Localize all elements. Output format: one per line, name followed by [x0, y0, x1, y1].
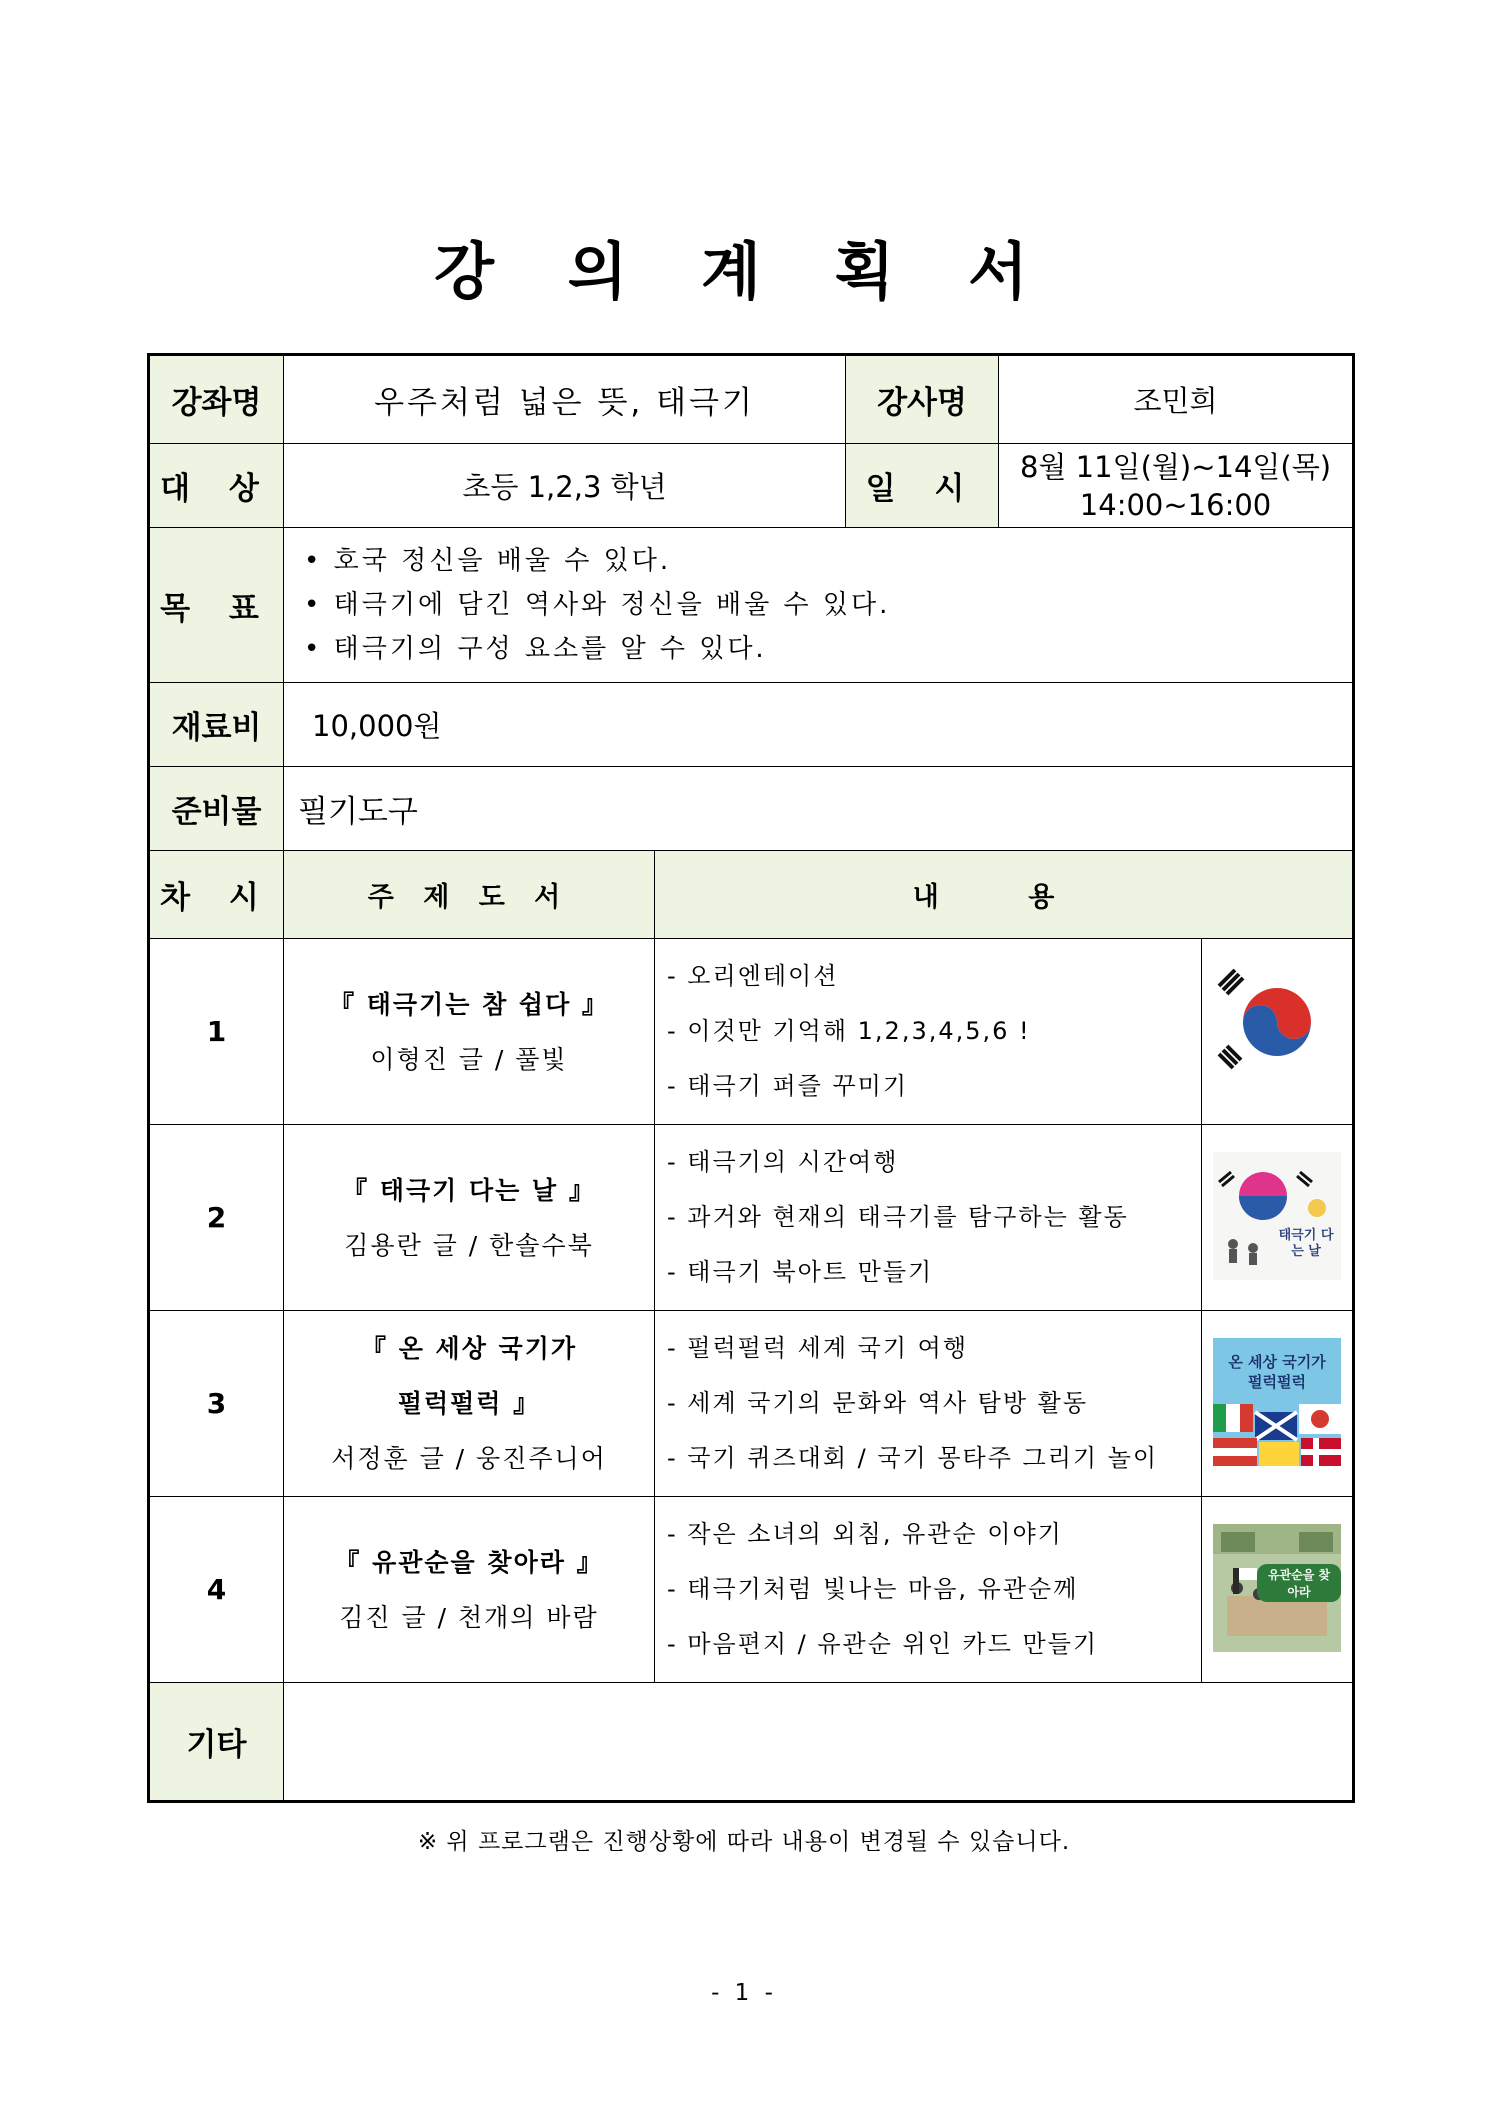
- book-author: 서정훈 글 / 웅진주니어: [331, 1444, 607, 1473]
- supplies-label: 준비물: [149, 767, 284, 851]
- book-header: 주 제 도 서: [284, 851, 655, 939]
- course-name-value: 우주처럼 넓은 뜻, 태극기: [284, 355, 846, 444]
- instructor-label: 강사명: [846, 355, 999, 444]
- content-item: - 마음편지 / 유관순 위인 카드 만들기: [667, 1630, 1099, 1658]
- datetime-label: 일 시: [846, 444, 999, 528]
- book-cell: [284, 939, 655, 1125]
- book-cell: [284, 1125, 655, 1311]
- book-title: 『 태극기는 참 쉽다 』: [329, 989, 609, 1019]
- document-title: 강 의 계 획 서: [434, 235, 1054, 308]
- content-item: - 국기 퀴즈대회 / 국기 몽타주 그리기 놀이: [667, 1444, 1159, 1472]
- content-item: - 펄럭펄럭 세계 국기 여행: [667, 1334, 969, 1362]
- session-content: [655, 1311, 1202, 1497]
- session-row: [149, 939, 1354, 1125]
- target-label: 대 상: [149, 444, 284, 528]
- lecture-plan-table: [147, 353, 1355, 1803]
- content-item: - 과거와 현재의 태극기를 탐구하는 활동: [667, 1203, 1129, 1231]
- book-cover-cell: [1202, 1125, 1354, 1311]
- session-header: 차 시: [149, 851, 284, 939]
- content-item: - 태극기의 시간여행: [667, 1148, 899, 1176]
- book-cell: [284, 1311, 655, 1497]
- session-row: [149, 1497, 1354, 1683]
- page-number: - 1 -: [711, 1980, 777, 2006]
- book-title-cont: 펄럭펄럭 』: [397, 1389, 541, 1418]
- content-item: - 태극기처럼 빛나는 마음, 유관순께: [667, 1575, 1079, 1603]
- schedule-header-row: [149, 851, 1354, 939]
- session-number: 3: [149, 1311, 284, 1497]
- book-title: 『 유관순을 찾아라 』: [334, 1547, 604, 1577]
- content-header: 내 용: [655, 851, 1354, 939]
- book-cell: [284, 1497, 655, 1683]
- target-value: 초등 1,2,3 학년: [284, 444, 846, 528]
- date-range: 8월 11일(월)~14일(목): [1019, 449, 1332, 484]
- book-author: 이형진 글 / 풀빛: [370, 1044, 568, 1074]
- etc-label: 기타: [149, 1683, 284, 1802]
- time-range: 14:00~16:00: [1079, 487, 1272, 522]
- supplies-row: [149, 767, 1354, 851]
- session-content: [655, 939, 1202, 1125]
- cover-title: 태극기 다는 날: [1278, 1227, 1334, 1259]
- book-cover-cell: [1202, 939, 1354, 1125]
- etc-value: [284, 1683, 1354, 1802]
- instructor-name: 조민희: [999, 355, 1354, 444]
- taegukgi-cover-icon: [1213, 966, 1341, 1094]
- goal-item: • 태극기에 담긴 역사와 정신을 배울 수 있다.: [304, 590, 891, 620]
- material-fee-label: 재료비: [149, 683, 284, 767]
- content-item: - 세계 국기의 문화와 역사 탐방 활동: [667, 1389, 1089, 1417]
- goal-item: • 태극기의 구성 요소를 알 수 있다.: [304, 634, 767, 664]
- session-number: 1: [149, 939, 284, 1125]
- target-row: [149, 444, 1354, 528]
- content-item: - 태극기 북아트 만들기: [667, 1258, 934, 1286]
- material-fee-row: [149, 683, 1354, 767]
- content-item: - 이것만 기억해 1,2,3,4,5,6 !: [667, 1017, 1031, 1045]
- yu-gwansun-cover-icon: [1213, 1524, 1341, 1652]
- content-item: - 작은 소녀의 외침, 유관순 이야기: [667, 1520, 1063, 1548]
- content-item: - 오리엔테이션: [667, 962, 839, 990]
- flag-day-cover-icon: [1213, 1152, 1341, 1280]
- goals-label: 목 표: [149, 528, 284, 683]
- book-cover-cell: [1202, 1497, 1354, 1683]
- book-title: 『 온 세상 국기가: [360, 1334, 577, 1363]
- etc-row: [149, 1683, 1354, 1802]
- content-item: - 태극기 퍼즐 꾸미기: [667, 1072, 909, 1100]
- session-row: [149, 1311, 1354, 1497]
- goals-row: [149, 528, 1354, 683]
- course-name-label: 강좌명: [149, 355, 284, 444]
- session-content: [655, 1497, 1202, 1683]
- session-content: [655, 1125, 1202, 1311]
- book-title: 『 태극기 다는 날 』: [342, 1175, 596, 1205]
- goals-list: [284, 528, 1354, 683]
- course-row: [149, 355, 1354, 444]
- supplies-value: 필기도구: [284, 767, 1354, 851]
- cover-title: 유관순을 찾아라: [1257, 1564, 1341, 1602]
- cover-title: 온 세상 국기가 펄럭펄럭: [1228, 1352, 1326, 1391]
- session-row: [149, 1125, 1354, 1311]
- session-number: 4: [149, 1497, 284, 1683]
- world-flags-cover-icon: [1213, 1338, 1341, 1466]
- change-notice: ※ 위 프로그램은 진행상황에 따라 내용이 변경될 수 있습니다.: [417, 1829, 1071, 1855]
- session-number: 2: [149, 1125, 284, 1311]
- book-cover-cell: [1202, 1311, 1354, 1497]
- goal-item: • 호국 정신을 배울 수 있다.: [304, 546, 672, 576]
- datetime-value: [999, 444, 1354, 528]
- book-author: 김용란 글 / 한솔수북: [344, 1230, 594, 1260]
- material-fee-value: 10,000원: [284, 683, 1354, 767]
- book-author: 김진 글 / 천개의 바람: [339, 1602, 599, 1632]
